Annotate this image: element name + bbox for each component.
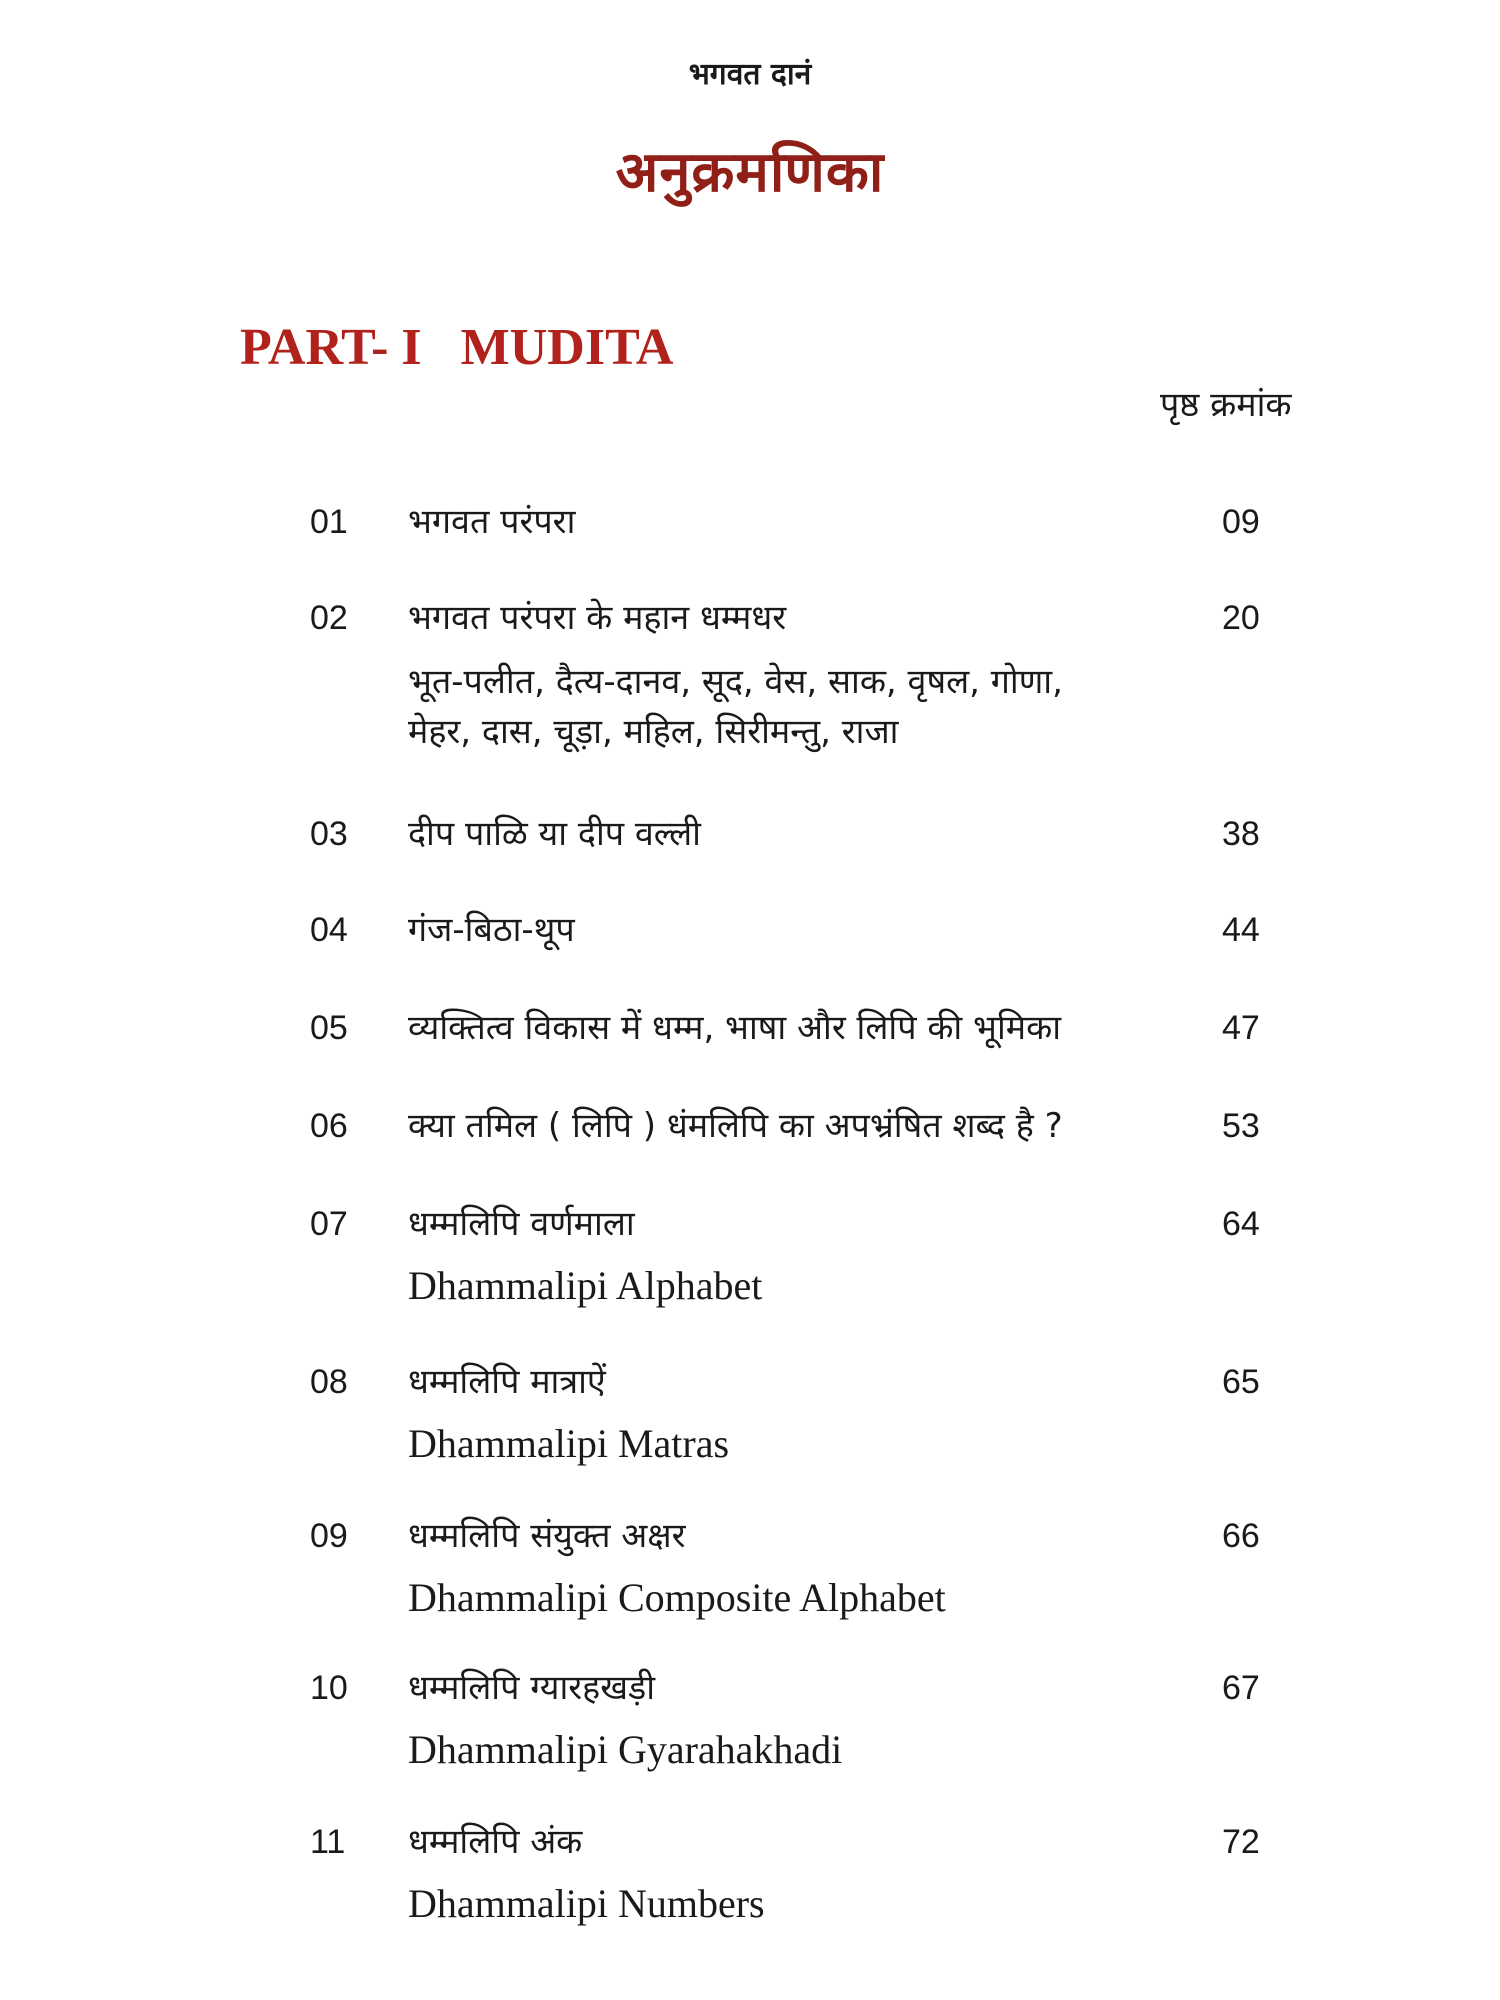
entry-number: 11 [310,1823,346,1861]
entry-title-hindi: गंज-बिठा-थूप [408,910,575,950]
entry-number: 01 [310,503,348,541]
entry-title-hindi: धम्मलिपि मात्राऐं [408,1362,606,1402]
entry-title-english: Dhammalipi Alphabet [408,1263,763,1308]
entry-title-hindi: भगवत परंपरा [408,502,576,542]
entry-number: 09 [310,1517,348,1555]
entry-title-hindi: दीप पाळि या दीप वल्ली [408,814,701,854]
entry-title-hindi: व्यक्तित्व विकास में धम्म, भाषा और लिपि की भूमिका [408,1008,1061,1048]
entry-number: 05 [310,1009,348,1047]
entry-title-hindi: धम्मलिपि अंक [408,1822,583,1862]
entry-subtitle-line: मेहर, दास, चूड़ा, महिल, सिरीमन्तु, राजा [408,712,899,752]
entry-title-hindi: क्या तमिल ( लिपि ) धंमलिपि का अपभ्रंषित शब्द है ? [408,1106,1063,1146]
entry-page-number: 72 [1222,1823,1260,1861]
entry-page-number: 64 [1222,1205,1260,1243]
entry-title-hindi: धम्मलिपि संयुक्त अक्षर [408,1516,686,1556]
entry-title-english: Dhammalipi Composite Alphabet [408,1575,946,1620]
entry-page-number: 66 [1222,1517,1260,1555]
entry-page-number: 65 [1222,1363,1260,1401]
entry-title-english: Dhammalipi Gyarahakhadi [408,1727,843,1772]
entry-page-number: 67 [1222,1669,1260,1707]
page-title: अनुक्रमणिका [615,140,885,205]
entry-title-hindi: भगवत परंपरा के महान धम्मधर [408,598,787,638]
entry-page-number: 20 [1222,599,1260,637]
page-number-column-heading: पृष्ठ क्रमांक [1160,385,1292,425]
entry-page-number: 44 [1222,911,1260,949]
entry-page-number: 38 [1222,815,1260,853]
entry-number: 02 [310,599,348,637]
running-head: भगवत दानं [688,57,812,92]
entry-number: 03 [310,815,348,853]
entry-number: 08 [310,1363,348,1401]
entry-title-hindi: धम्मलिपि ग्यारहखड़ी [408,1668,656,1708]
entry-title-english: Dhammalipi Numbers [408,1881,765,1926]
entry-page-number: 53 [1222,1107,1260,1145]
entry-number: 10 [310,1669,348,1707]
entry-title-english: Dhammalipi Matras [408,1421,730,1466]
entry-page-number: 09 [1222,503,1260,541]
part-heading: PART- I MUDITA [240,319,674,376]
entry-number: 04 [310,911,348,949]
entry-number: 06 [310,1107,348,1145]
entry-title-hindi: धम्मलिपि वर्णमाला [408,1204,635,1244]
entry-page-number: 47 [1222,1009,1260,1047]
entry-number: 07 [310,1205,348,1243]
entry-subtitle-line: भूत-पलीत, दैत्य-दानव, सूद, वेस, साक, वृषल, गोणा, [408,662,1063,702]
